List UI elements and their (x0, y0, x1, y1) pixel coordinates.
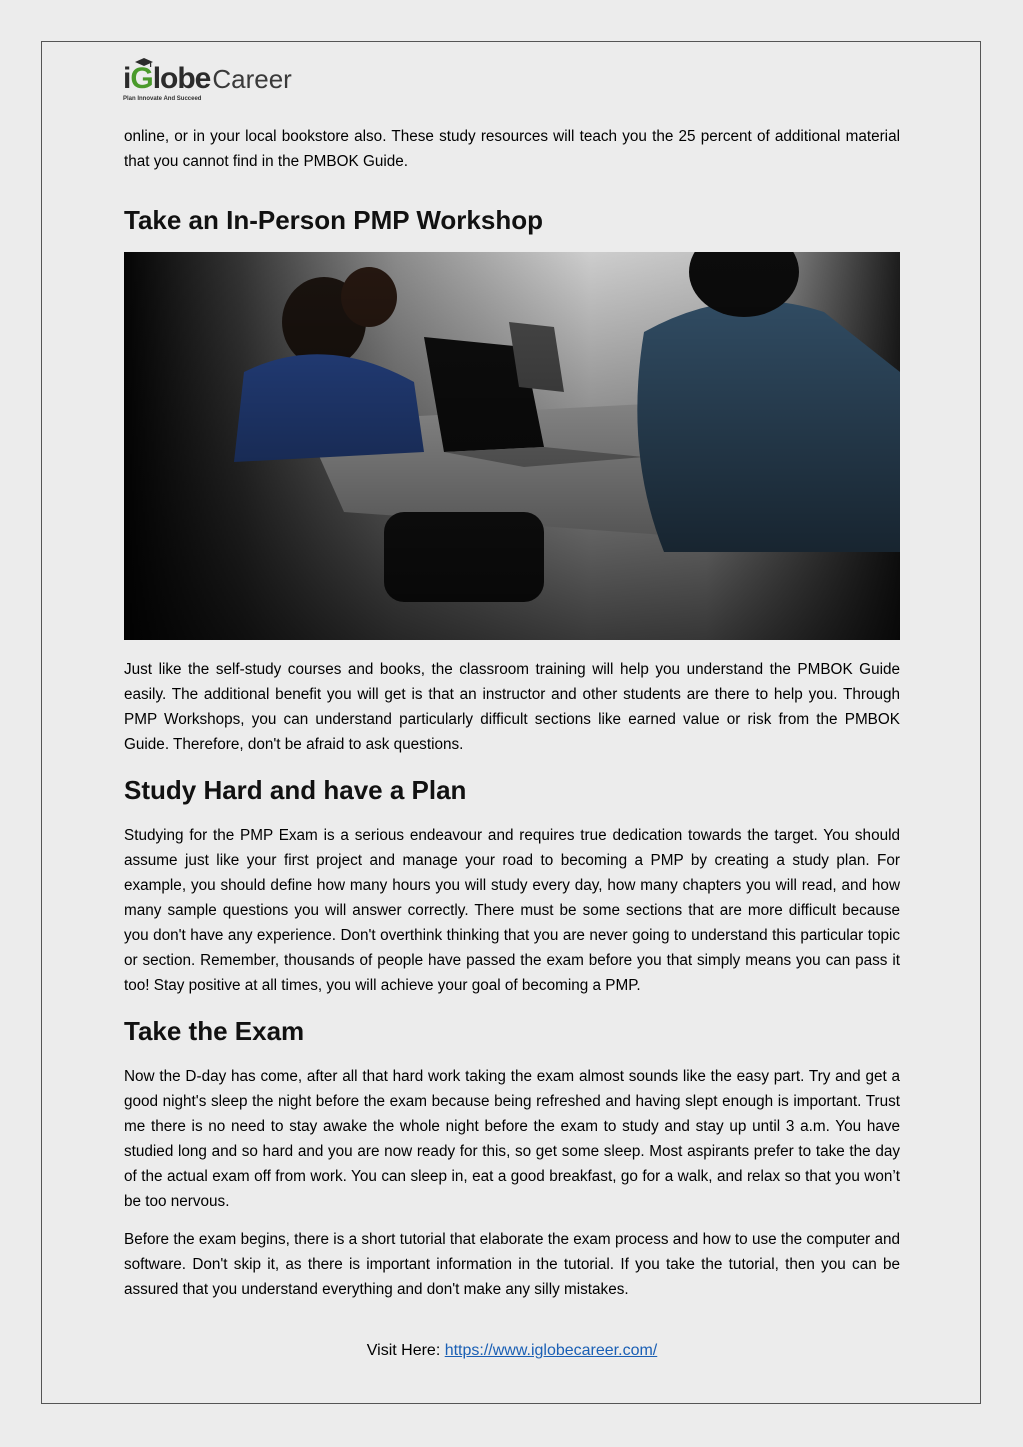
take-exam-paragraph-2: Before the exam begins, there is a short tutorial that elaborate the exam process and how to use the computer and software. Don't skip it, as there is important information in the tutorial. If you take the tutorial, then you can be assured that you understand everything and don't make any silly mistakes. (124, 1231, 900, 1298)
intro-paragraph: online, or in your local bookstore also. These study resources will teach you the 25 percent of additional material that you cannot find in the PMBOK Guide. (124, 128, 900, 170)
logo-suffix: lobe (152, 62, 211, 95)
logo-prefix: i (123, 62, 131, 95)
logo-wordmark (123, 64, 292, 94)
logo-g: G (130, 62, 153, 95)
website-link[interactable]: https://www.iglobecareer.com/ (444, 1342, 658, 1359)
logo-tagline: Plan Innovate And Succeed (123, 96, 202, 102)
heading-take-exam: Take the Exam (124, 1016, 305, 1046)
heading-study-plan: Study Hard and have a Plan (124, 775, 467, 805)
logo-career: Career (212, 64, 292, 94)
footer (124, 1340, 900, 1362)
study-plan-paragraph: Studying for the PMP Exam is a serious endeavour and requires true dedication towards the target. You should assume just like your first project and manage your road to becoming a PMP by creating a study plan. For example, you should define how many hours you will study every day, how many chapters you will read, and how many sample questions you will answer correctly. There must be some sections that are more difficult because you don't have any experience. Don't overthink thinking that you are never going to understand this particular topic or section. Remember, thousands of people have passed the exam before you that simply means you can pass it too! Stay positive at all times, you will achieve your goal of becoming a PMP. (124, 827, 900, 994)
footer-label: Visit Here: (366, 1342, 445, 1359)
workshop-paragraph: Just like the self-study courses and books, the classroom training will help you understand the PMBOK Guide easily. The additional benefit you will get is that an instructor and other students are there to help you. Through PMP Workshops, you can understand particularly difficult sections like earned value or risk from the PMBOK Guide. Therefore, don't be afraid to ask questions. (124, 661, 900, 753)
heading-workshop: Take an In-Person PMP Workshop (124, 205, 543, 235)
classroom-photo (124, 252, 900, 640)
classroom-photo-art (124, 252, 900, 640)
take-exam-paragraph-1: Now the D-day has come, after all that hard work taking the exam almost sounds like the easy part. Try and get a good night's sleep the night before the exam because being refreshed and having slept enough is important. Trust me there is no need to stay awake the whole night before the exam to study and stay up until 3 a.m. You have studied long and so hard and you are now ready for this, so get some sleep. Most aspirants prefer to take the day of the actual exam off from work. You can sleep in, eat a good breakfast, go for a walk, and relax so that you won’t be too nervous. (124, 1068, 900, 1210)
iglobe-career-logo[interactable] (123, 58, 323, 104)
document-body (124, 124, 900, 1302)
